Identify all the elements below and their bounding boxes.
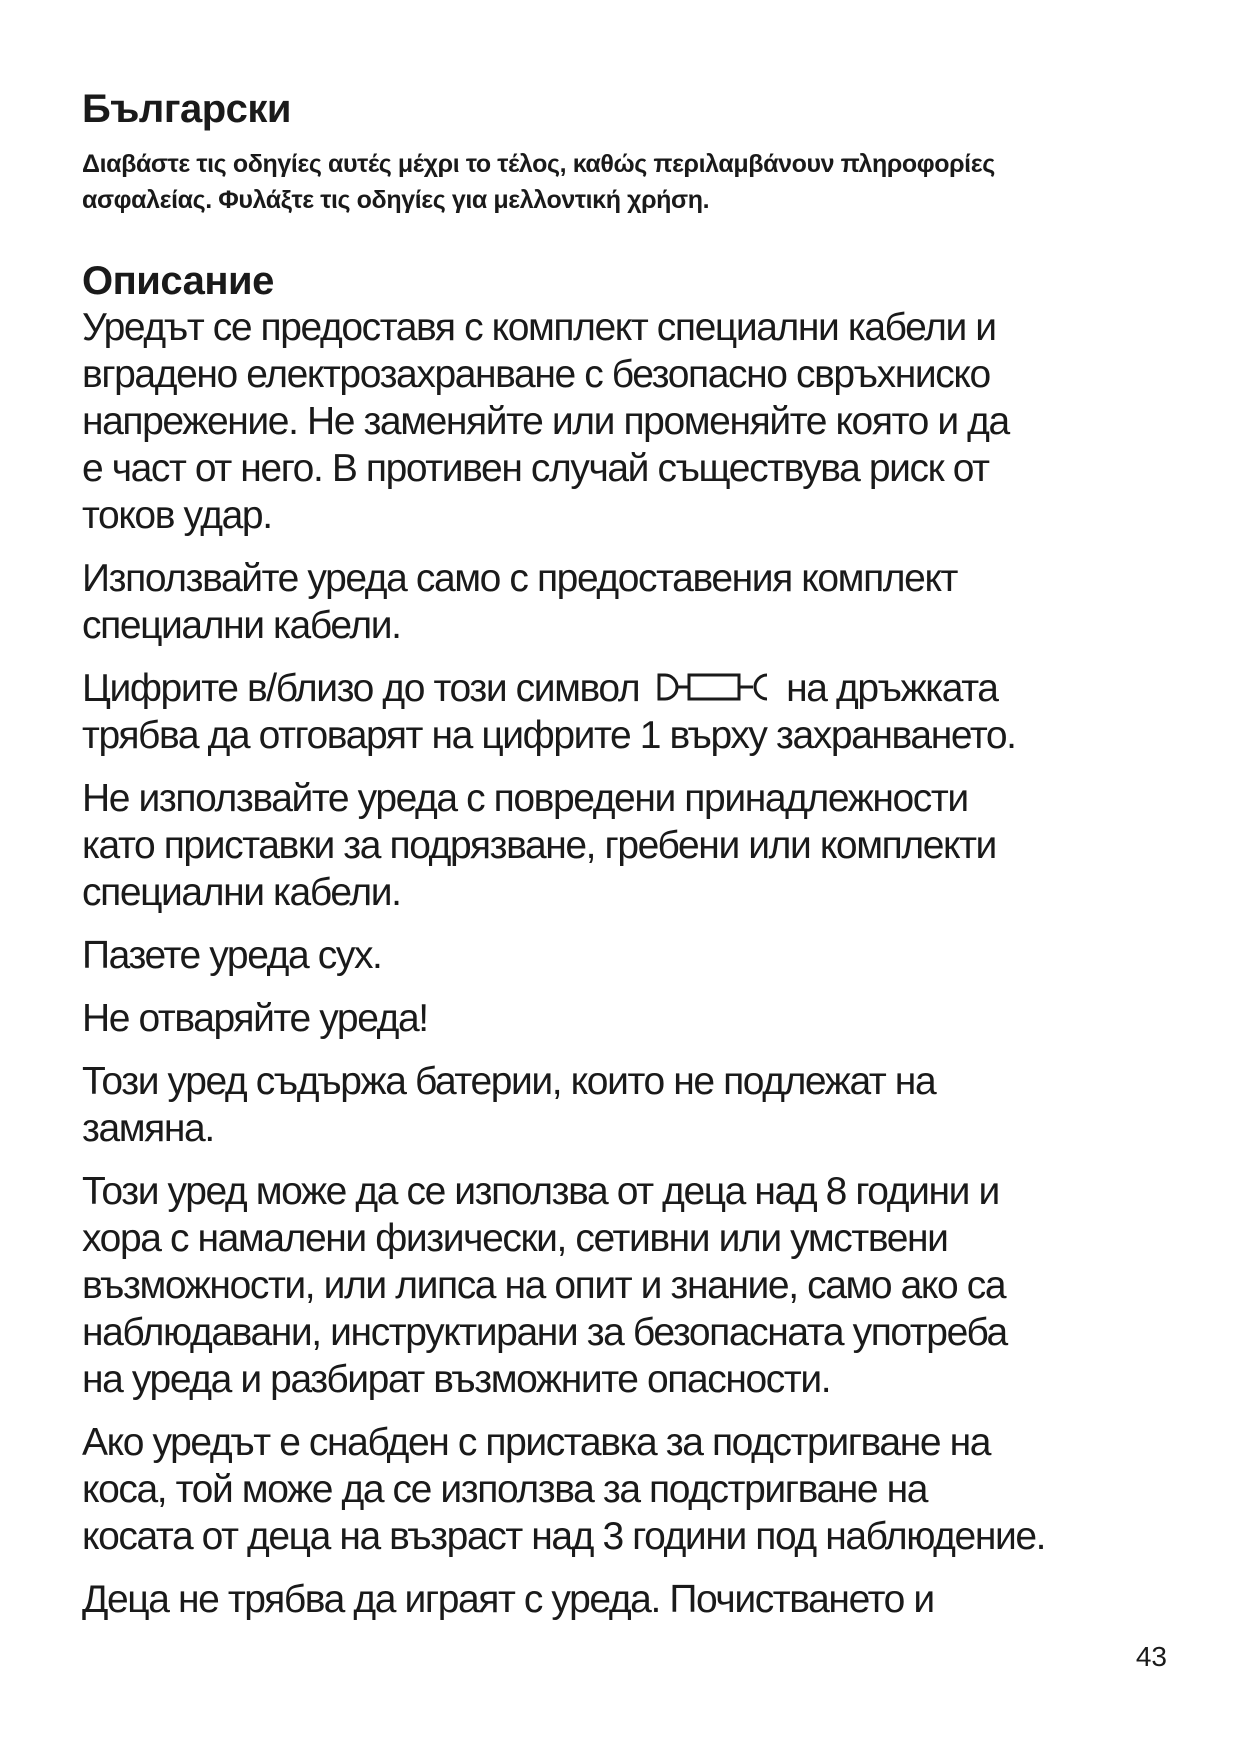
paragraph-cable-set bbox=[82, 304, 1172, 539]
text-line: Не използвайте уреда с повредени принадлежности bbox=[82, 777, 968, 820]
paragraph-symbol bbox=[82, 665, 1172, 759]
text-line: Не отваряйте уреда! bbox=[82, 997, 428, 1040]
paragraph-do-not-open bbox=[82, 995, 1172, 1042]
text-line: вградено електрозахранване с безопасно свръхниско bbox=[82, 353, 990, 396]
section-title: Описание bbox=[82, 259, 274, 303]
text-line: токов удар. bbox=[82, 494, 272, 537]
connector-symbol-icon bbox=[653, 669, 773, 705]
paragraph-children-8 bbox=[82, 1168, 1172, 1403]
paragraph-keep-dry bbox=[82, 932, 1172, 979]
text-line: замяна. bbox=[82, 1107, 214, 1150]
text-line: Използвайте уреда само с предоставения комплект bbox=[82, 557, 958, 600]
paragraph-haircut bbox=[82, 1419, 1172, 1560]
manual-page bbox=[82, 84, 1172, 1639]
text-line: специални кабели. bbox=[82, 604, 401, 647]
language-title: Български bbox=[82, 87, 292, 131]
text-line: Уредът се предоставя с комплект специални кабели и bbox=[82, 306, 996, 349]
text-line: на уреда и разбират възможните опасности. bbox=[82, 1358, 831, 1401]
text-line: Пазете уреда сух. bbox=[82, 934, 382, 977]
paragraph-children-play bbox=[82, 1576, 1172, 1623]
text-line: Този уред може да се използва от деца над 8 години и bbox=[82, 1170, 999, 1213]
text-line: коса, той може да се използва за подстригване на bbox=[82, 1468, 928, 1511]
paragraph-use-cables bbox=[82, 555, 1172, 649]
page-number: 43 bbox=[1135, 1641, 1167, 1672]
safety-note bbox=[82, 146, 1172, 218]
text-line: е част от него. В противен случай съществува риск от bbox=[82, 447, 989, 490]
text-line: хора с намалени физически, сетивни или умствени bbox=[82, 1217, 948, 1260]
text-line: Този уред съдържа батерии, които не подлежат на bbox=[82, 1060, 936, 1103]
text-line: наблюдавани, инструктирани за безопасната употреба bbox=[82, 1311, 1007, 1354]
safety-note-line: ασφαλείας. Φυλάξτε τις οδηγίες για μελλοντική χρήση. bbox=[82, 186, 710, 214]
text-line: възможности, или липса на опит и знание, само ако са bbox=[82, 1264, 1006, 1307]
text-line: Деца не трябва да играят с уреда. Почистването и bbox=[82, 1578, 934, 1621]
paragraph-batteries bbox=[82, 1058, 1172, 1152]
text-line: Ако уредът е снабден с приставка за подстригване на bbox=[82, 1421, 990, 1464]
text-line: като приставки за подрязване, гребени или комплекти bbox=[82, 824, 996, 867]
text-line: специални кабели. bbox=[82, 871, 401, 914]
text-line bbox=[82, 665, 1172, 712]
text-segment: Цифрите в/близо до този символ bbox=[82, 667, 640, 710]
text-line: косата от деца на възраст над 3 години под наблюдение. bbox=[82, 1515, 1046, 1558]
text-line: трябва да отговарят на цифрите 1 върху захранването. bbox=[82, 714, 1016, 757]
text-segment: на дръжката bbox=[786, 667, 998, 710]
paragraph-damaged-accessories bbox=[82, 775, 1172, 916]
safety-note-line: Διαβάστε τις οδηγίες αυτές μέχρι το τέλος, καθώς περιλαμβάνουν πληροφορίες bbox=[82, 150, 995, 178]
text-line: напрежение. Не заменяйте или променяйте която и да bbox=[82, 400, 1009, 443]
